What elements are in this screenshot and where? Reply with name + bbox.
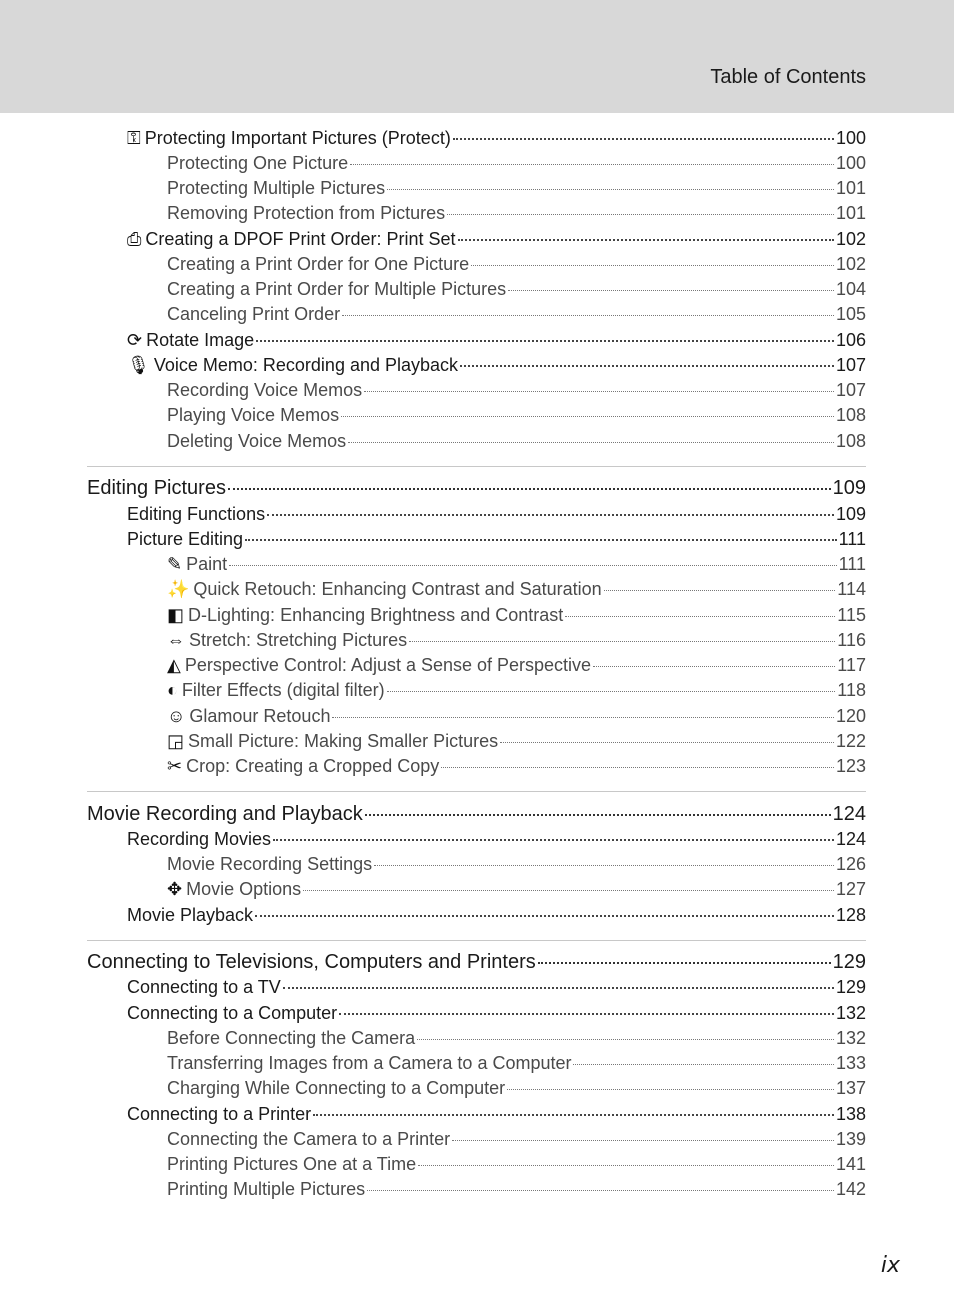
toc-entry-text: Perspective Control: Adjust a Sense of Perspective xyxy=(184,655,592,675)
toc-entry[interactable] xyxy=(167,756,866,780)
leader-dots xyxy=(409,641,835,642)
toc-entry-label xyxy=(167,405,339,426)
toc-entry[interactable] xyxy=(167,731,866,755)
quick-retouch-icon: ✨ xyxy=(167,579,190,600)
toc-entry-page: 108 xyxy=(835,405,866,425)
toc-entry-page: 129 xyxy=(835,977,866,997)
section-divider xyxy=(87,940,866,941)
toc-entry-page: 101 xyxy=(835,178,866,198)
movie-options-icon: ✥ xyxy=(167,879,183,900)
page-header-title: Table of Contents xyxy=(710,66,866,88)
leader-dots xyxy=(458,239,834,241)
toc-entry-page: 100 xyxy=(835,128,866,148)
toc-entry-text: Transferring Images from a Camera to a Computer xyxy=(167,1053,572,1073)
filter-effects-icon: ◐ xyxy=(167,680,178,701)
toc-entry-page: 108 xyxy=(835,431,866,451)
toc-entry-text: Voice Memo: Recording and Playback xyxy=(153,355,459,375)
toc-entry-text: Movie Playback xyxy=(127,905,254,925)
toc-entry-label xyxy=(167,304,340,325)
toc-entry-text: Connecting to a TV xyxy=(127,977,281,997)
toc-entry-page: 132 xyxy=(835,1028,866,1048)
toc-entry[interactable] xyxy=(167,203,866,227)
toc-entry-page: 109 xyxy=(832,477,866,499)
toc-entry-page: 141 xyxy=(835,1154,866,1174)
toc-entry[interactable] xyxy=(127,128,866,152)
toc-entry[interactable] xyxy=(127,355,866,379)
leader-dots xyxy=(332,717,833,718)
crop-icon: ✂ xyxy=(167,756,183,777)
toc-entry-text: D-Lighting: Enhancing Brightness and Contrast xyxy=(188,605,564,625)
leader-dots xyxy=(267,514,834,516)
section-divider xyxy=(87,466,866,467)
stretch-icon: ⇔ xyxy=(167,630,185,651)
toc-entry[interactable] xyxy=(167,1129,866,1153)
print-icon: ⎙ xyxy=(127,229,142,250)
toc-entry-label xyxy=(87,477,226,500)
toc-entry-label xyxy=(87,951,536,974)
toc-entry[interactable] xyxy=(167,1154,866,1178)
toc-entry-text: Recording Voice Memos xyxy=(167,380,363,400)
toc-entry-label xyxy=(127,504,265,525)
toc-entry-page: 106 xyxy=(835,330,866,350)
paint-icon: ✎ xyxy=(167,554,183,575)
leader-dots xyxy=(303,890,834,891)
toc-entry-label xyxy=(127,1003,337,1024)
toc-entry-page: 137 xyxy=(835,1078,866,1098)
toc-entry-label xyxy=(167,680,385,701)
leader-dots xyxy=(256,340,834,342)
toc-entry-page: 109 xyxy=(835,504,866,524)
toc-entry-label xyxy=(167,431,346,452)
toc-entry[interactable] xyxy=(127,229,866,253)
toc-entry-label xyxy=(127,529,243,550)
toc-entry-label xyxy=(127,1104,311,1125)
toc-entry-text: Protecting Multiple Pictures xyxy=(167,178,386,198)
toc-entry[interactable] xyxy=(167,605,866,629)
toc-entry-text: Editing Functions xyxy=(127,504,266,524)
toc-entry-page: 117 xyxy=(837,655,866,675)
toc-entry-page: 102 xyxy=(835,254,866,274)
toc-entry-label xyxy=(127,355,458,376)
toc-entry-label xyxy=(127,905,253,926)
toc-entry-text: Deleting Voice Memos xyxy=(167,431,347,451)
toc-entry-page: 139 xyxy=(835,1129,866,1149)
leader-dots xyxy=(374,865,834,866)
toc-entry-text: Printing Pictures One at a Time xyxy=(167,1154,417,1174)
toc-entry-page: 111 xyxy=(838,529,866,549)
toc-entry[interactable] xyxy=(167,879,866,903)
toc-entry[interactable] xyxy=(167,153,866,177)
toc-entry-label xyxy=(127,977,281,998)
toc-entry[interactable] xyxy=(167,1179,866,1203)
toc-entry-text: Movie Options xyxy=(186,879,302,899)
leader-dots xyxy=(573,1064,833,1065)
toc-entry-label xyxy=(127,829,271,850)
leader-dots xyxy=(453,138,834,140)
toc-entry[interactable] xyxy=(167,1078,866,1102)
toc-entry[interactable] xyxy=(167,630,866,654)
leader-dots xyxy=(350,164,834,165)
toc-entry-label xyxy=(167,706,330,727)
toc-entry-page: 102 xyxy=(835,229,866,249)
toc-entry-label xyxy=(167,879,301,900)
toc-entry-page: 120 xyxy=(835,706,866,726)
leader-dots xyxy=(229,565,837,566)
toc-entry-text: Recording Movies xyxy=(127,829,272,849)
glamour-retouch-icon: ☺ xyxy=(167,706,186,727)
leader-dots xyxy=(387,691,836,692)
toc-entry-label xyxy=(167,554,227,575)
toc-entry[interactable] xyxy=(87,951,866,975)
toc-entry-text: Protecting One Picture xyxy=(167,153,349,173)
toc-entry-page: 107 xyxy=(835,355,866,375)
toc-entry-page: 101 xyxy=(835,203,866,223)
toc-entry-text: Playing Voice Memos xyxy=(167,405,340,425)
toc-entry-label xyxy=(167,1053,571,1074)
toc-entry-text: Crop: Creating a Cropped Copy xyxy=(186,756,440,776)
toc-entry-page: 111 xyxy=(838,554,866,574)
d-lighting-icon: ◧ xyxy=(167,605,185,626)
toc-entry[interactable] xyxy=(127,1003,866,1027)
toc-entry-label xyxy=(167,579,602,600)
toc-entry-text: Connecting to Televisions, Computers and Printers xyxy=(87,951,536,973)
toc-entry-text: Editing Pictures xyxy=(87,477,226,499)
leader-dots xyxy=(313,1114,834,1116)
toc-entry-page: 118 xyxy=(837,680,866,700)
toc-entry-text: Movie Recording and Playback xyxy=(87,803,363,825)
toc-entry[interactable] xyxy=(87,477,866,501)
toc-entry-text: Small Picture: Making Smaller Pictures xyxy=(188,731,499,751)
toc-entry-label xyxy=(167,655,591,676)
toc-entry-text: Movie Recording Settings xyxy=(167,854,373,874)
toc-entry[interactable] xyxy=(167,655,866,679)
toc-entry-label xyxy=(87,803,363,826)
leader-dots xyxy=(441,767,834,768)
toc-entry[interactable] xyxy=(127,977,866,1001)
toc-entry-label xyxy=(167,380,362,401)
toc-entry[interactable] xyxy=(167,380,866,404)
toc-entry-text: Removing Protection from Pictures xyxy=(167,203,446,223)
toc-entry-page: 126 xyxy=(835,854,866,874)
leader-dots xyxy=(508,290,834,291)
toc-entry-label xyxy=(167,1179,365,1200)
leader-dots xyxy=(507,1089,834,1090)
toc-entry-page: 107 xyxy=(835,380,866,400)
toc-entry[interactable] xyxy=(167,854,866,878)
toc-entry[interactable] xyxy=(167,1053,866,1077)
toc-entry-text: Canceling Print Order xyxy=(167,304,341,324)
toc-entry-label xyxy=(167,1028,415,1049)
leader-dots xyxy=(283,987,834,989)
section-divider xyxy=(87,791,866,792)
toc-entry-page: 142 xyxy=(835,1179,866,1199)
toc-entry-label xyxy=(127,128,451,149)
toc-entry-page: 124 xyxy=(832,803,866,825)
toc-entry[interactable] xyxy=(167,405,866,429)
toc-entry-page: 124 xyxy=(835,829,866,849)
toc-entry-label xyxy=(167,1078,505,1099)
toc-entry[interactable] xyxy=(167,279,866,303)
leader-dots xyxy=(452,1140,834,1141)
toc-entry-label xyxy=(127,330,254,351)
toc-entry[interactable] xyxy=(167,304,866,328)
toc-entry-label xyxy=(167,203,445,224)
header-band xyxy=(0,0,954,113)
toc-entry-page: 132 xyxy=(835,1003,866,1023)
leader-dots xyxy=(604,590,836,591)
toc-entry-page: 128 xyxy=(835,905,866,925)
leader-dots xyxy=(471,265,834,266)
toc-entry-label xyxy=(167,756,439,777)
toc-entry-text: Quick Retouch: Enhancing Contrast and Saturation xyxy=(193,579,602,599)
toc-entry-page: 115 xyxy=(837,605,866,625)
toc-entry-text: Connecting to a Computer xyxy=(127,1003,338,1023)
toc-entry-label xyxy=(167,731,498,752)
toc-entry-label xyxy=(167,279,506,300)
leader-dots xyxy=(342,315,834,316)
toc-entry-text: Connecting the Camera to a Printer xyxy=(167,1129,451,1149)
toc-entry-text: Connecting to a Printer xyxy=(127,1104,312,1124)
toc-entry-page: 116 xyxy=(837,630,866,650)
toc-entry-text: Before Connecting the Camera xyxy=(167,1028,416,1048)
leader-dots xyxy=(593,666,835,667)
leader-dots xyxy=(273,839,834,841)
toc-entry-text: Paint xyxy=(186,554,228,574)
leader-dots xyxy=(565,616,835,617)
toc-entry-text: Glamour Retouch xyxy=(189,706,331,726)
toc-entry[interactable] xyxy=(167,554,866,578)
toc-entry[interactable] xyxy=(127,829,866,853)
toc-entry-label xyxy=(167,630,407,651)
toc-entry-label xyxy=(167,1154,416,1175)
toc-entry-label xyxy=(127,229,456,250)
toc-entry-text: Creating a DPOF Print Order: Print Set xyxy=(145,229,456,249)
toc-entry[interactable] xyxy=(167,680,866,704)
toc-entry-page: 104 xyxy=(835,279,866,299)
toc-entry[interactable] xyxy=(167,1028,866,1052)
toc-entry-label xyxy=(167,1129,450,1150)
toc-entry-page: 133 xyxy=(835,1053,866,1073)
toc-entry-text: Printing Multiple Pictures xyxy=(167,1179,366,1199)
leader-dots xyxy=(460,365,834,367)
leader-dots xyxy=(447,214,834,215)
toc-entry[interactable] xyxy=(127,905,866,929)
toc-entry-text: Filter Effects (digital filter) xyxy=(181,680,385,700)
toc-entry-page: 127 xyxy=(835,879,866,899)
leader-dots xyxy=(365,814,831,816)
leader-dots xyxy=(364,391,834,392)
page-number: ix xyxy=(880,1253,900,1278)
toc-entry[interactable] xyxy=(127,330,866,354)
toc-entry-label xyxy=(167,254,469,275)
toc-entry-text: Creating a Print Order for Multiple Pictures xyxy=(167,279,507,299)
toc-entry[interactable] xyxy=(167,178,866,202)
toc-entry-text: Protecting Important Pictures (Protect) xyxy=(144,128,451,148)
toc-entry-label xyxy=(167,854,372,875)
toc-entry-page: 138 xyxy=(835,1104,866,1124)
toc-entry-text: Picture Editing xyxy=(127,529,244,549)
toc-entry-page: 100 xyxy=(835,153,866,173)
leader-dots xyxy=(500,742,834,743)
toc-entry[interactable] xyxy=(167,706,866,730)
leader-dots xyxy=(228,488,831,490)
toc-entry-text: Stretch: Stretching Pictures xyxy=(189,630,408,650)
toc-entry-page: 123 xyxy=(835,756,866,776)
leader-dots xyxy=(348,442,834,443)
leader-dots xyxy=(255,915,834,917)
small-picture-icon: ◲ xyxy=(167,731,185,752)
toc-entry-page: 129 xyxy=(832,951,866,973)
toc-entry[interactable] xyxy=(127,504,866,528)
toc-entry[interactable] xyxy=(127,529,866,553)
toc-entry-page: 114 xyxy=(837,579,866,599)
toc-entry[interactable] xyxy=(167,254,866,278)
leader-dots xyxy=(418,1165,834,1166)
key-icon: ⚿ xyxy=(127,128,141,149)
toc-entry-page: 105 xyxy=(835,304,866,324)
toc-entry-text: Charging While Connecting to a Computer xyxy=(167,1078,506,1098)
toc-entry[interactable] xyxy=(87,803,866,827)
toc-entry-page: 122 xyxy=(835,731,866,751)
toc-entry-label xyxy=(167,153,348,174)
leader-dots xyxy=(538,962,831,964)
leader-dots xyxy=(367,1190,834,1191)
toc-entry-label xyxy=(167,605,563,626)
toc-entry-text: Rotate Image xyxy=(146,330,255,350)
leader-dots xyxy=(339,1013,834,1015)
toc-entry[interactable] xyxy=(127,1104,866,1128)
toc-entry[interactable] xyxy=(167,431,866,455)
leader-dots xyxy=(341,416,834,417)
leader-dots xyxy=(387,189,834,190)
rotate-icon: ⟳ xyxy=(127,330,143,351)
toc-entry-label xyxy=(167,178,385,199)
leader-dots xyxy=(417,1039,834,1040)
toc-entry-text: Creating a Print Order for One Picture xyxy=(167,254,470,274)
microphone-icon: 🎙 xyxy=(127,355,150,376)
toc-entry[interactable] xyxy=(167,579,866,603)
perspective-icon: ◭ xyxy=(167,655,181,676)
leader-dots xyxy=(245,539,837,541)
